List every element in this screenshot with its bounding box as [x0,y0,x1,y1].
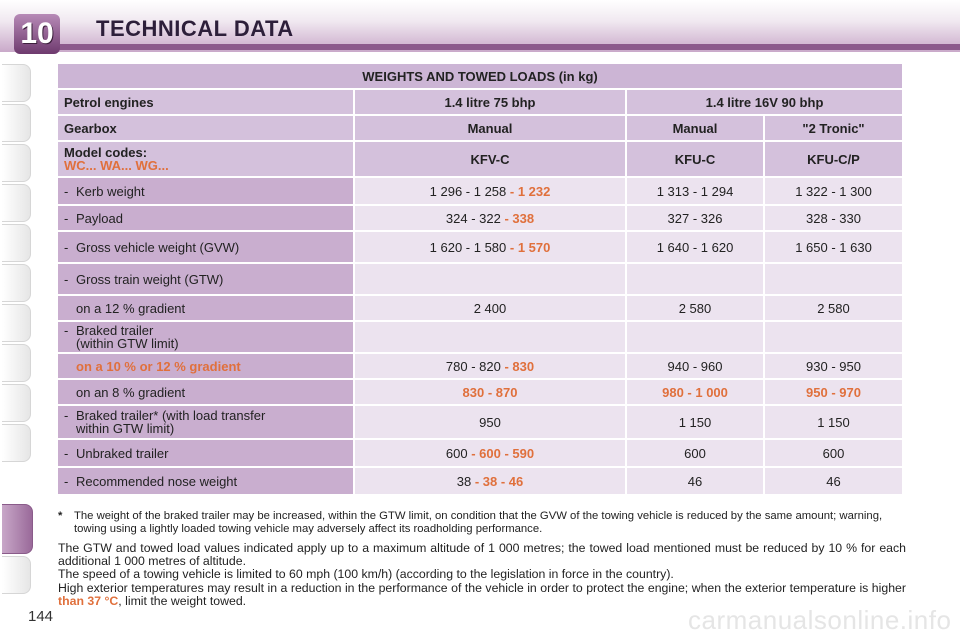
value: 780 - 820 [445,358,501,374]
value-cell [627,264,763,294]
model-1: KFV-C [355,142,625,176]
page-number: 144 [28,608,54,625]
value-cell [765,264,902,294]
row-label-text-2: within GTW limit) [76,421,175,436]
note-temp-text-end: , limit the weight towed. [118,593,247,608]
value-cell [765,406,902,438]
value-cell [627,468,763,494]
row-label-text: Gross vehicle weight (GVW) [76,239,240,255]
value-cell [627,206,763,230]
gearbox-label: Gearbox [58,116,353,140]
row-label [58,178,353,204]
value: 600 [445,445,468,461]
chapter-tab[interactable] [2,104,31,142]
table-row [58,354,902,378]
value-cell [627,380,763,404]
table-title-row [58,64,902,88]
value-highlight: 950 - 970 [806,384,861,400]
row-label-text: Kerb weight [76,183,145,199]
row-label-text: on a 12 % gradient [76,300,186,316]
row-label [58,468,353,494]
notes [58,542,906,608]
value: 327 - 326 [667,210,723,226]
page-title: TECHNICAL DATA [96,16,294,41]
value-cell [355,354,625,378]
row-label [58,264,353,294]
value-cell [765,440,902,466]
value-cell [765,178,902,204]
value-cell [765,468,902,494]
value-cell [355,178,625,204]
chapter-tabs [0,64,30,584]
gearbox-3: "2 Tronic" [765,116,902,140]
table-row [58,468,902,494]
table-row [58,406,902,438]
table-title: WEIGHTS AND TOWED LOADS (in kg) [58,64,902,88]
value-highlight: - 1 570 [506,239,551,255]
value: 1 620 - 1 580 [429,239,507,255]
table-row [58,322,902,352]
value-highlight: 980 - 1 000 [662,384,728,400]
row-dash: - [64,183,69,199]
value-cell [765,354,902,378]
row-dash: - [64,271,69,287]
value-highlight: - 38 - 46 [471,473,524,489]
chapter-tab-active[interactable] [2,504,33,554]
value: 1 650 - 1 630 [795,239,872,255]
table-row [58,232,902,262]
value-cell [627,354,763,378]
watermark: carmanualsonline.info [688,605,952,635]
value: 328 - 330 [806,210,861,226]
value-highlight: 830 - 870 [462,384,518,400]
chapter-badge: 10 [14,14,60,54]
chapter-tab[interactable] [2,304,31,342]
row-label-text: Gross train weight (GTW) [76,271,224,287]
table-row [58,296,902,320]
footnote [58,510,906,536]
row-dash: - [64,408,69,423]
value-cell [627,322,763,352]
value-cell [627,178,763,204]
value-cell [355,380,625,404]
value: 46 [687,473,703,489]
value-cell [765,296,902,320]
row-label-text: Unbraked trailer [76,445,169,461]
value-highlight: - 338 [500,210,535,226]
value: 1 150 [678,414,712,430]
model-label: Model codes: [64,145,148,160]
row-label [58,380,353,404]
row-label [58,206,353,230]
value: 2 400 [473,300,507,316]
value: 324 - 322 [445,210,501,226]
engine-1: 1.4 litre 75 bhp [355,90,625,114]
note-altitude: The GTW and towed load values indicated apply up to a maximum altitude of 1 000 metres; the towed load mentioned must be reduced by 10 % for each additional 1 000 metres of altitude. [58,541,906,569]
value-highlight: - 1 232 [506,183,551,199]
row-label-text: Payload [76,210,123,226]
gearbox-row [58,116,902,140]
footnote-text: The weight of the braked trailer may be increased, within the GTW limit, on condition that the GVW of the towing vehicle is reduced by the same amount; warning, towing using a lightly loaded towing vehicle may adversely affect its roadholding performance. [74,510,883,535]
row-label [58,406,353,438]
row-dash: - [64,239,69,255]
value-cell [627,406,763,438]
value-cell [355,232,625,262]
table-row [58,206,902,230]
table-row [58,440,902,466]
model-row [58,142,902,176]
chapter-tab[interactable] [2,384,31,422]
row-label [58,322,353,352]
chapter-tab[interactable] [2,184,31,222]
chapter-tab[interactable] [2,556,31,594]
row-label-text: Braked trailer [76,323,154,338]
value-cell [355,322,625,352]
value: 2 580 [817,300,850,316]
row-label-text-2: (within GTW limit) [76,336,179,351]
model-2: KFU-C [627,142,763,176]
row-label [58,232,353,262]
value: 930 - 950 [806,358,861,374]
row-label-text: on a 10 % or 12 % gradient [76,358,241,374]
value-cell [765,206,902,230]
value: 600 [684,445,706,461]
chapter-tab[interactable] [2,144,31,182]
note-temp-text: High exterior temperatures may result in a reduction in the performance of the vehicle in order to protect the engine; when the exterior temperature is higher [58,580,906,595]
value: 1 150 [817,414,850,430]
engine-row [58,90,902,114]
model-sub: WC... WA... WG... [64,158,169,173]
gearbox-1: Manual [355,116,625,140]
model-3: KFU-C/P [765,142,902,176]
value-cell [355,264,625,294]
value-cell [765,322,902,352]
value: 950 [479,414,501,430]
row-dash: - [64,473,69,489]
value: 1 296 - 1 258 [429,183,507,199]
value-cell [627,232,763,262]
chapter-tab[interactable] [2,424,31,462]
table-row [58,178,902,204]
value: 1 640 - 1 620 [656,239,734,255]
value: 2 580 [678,300,712,316]
value-cell [355,406,625,438]
chapter-tab[interactable] [2,224,31,262]
row-label [58,296,353,320]
chapter-tab[interactable] [2,264,31,302]
footnote-star: * [58,510,63,522]
value-cell [355,296,625,320]
chapter-tab[interactable] [2,64,31,102]
gearbox-2: Manual [627,116,763,140]
table-row [58,380,902,404]
value-highlight: - 830 [500,358,535,374]
row-label-text: Braked trailer* (with load transfer [76,408,266,423]
value: 1 322 - 1 300 [795,183,872,199]
table-row [58,264,902,294]
value-cell [765,232,902,262]
value-cell [765,380,902,404]
value-cell [627,296,763,320]
note-speed: The speed of a towing vehicle is limited to 60 mph (100 km/h) (according to the legislation in force in the country). [58,567,674,582]
chapter-tab[interactable] [2,344,31,382]
engines-label: Petrol engines [58,90,353,114]
value: 940 - 960 [667,358,723,374]
row-label-text: on an 8 % gradient [76,384,186,400]
engine-2: 1.4 litre 16V 90 bhp [627,90,902,114]
header-rule [40,44,960,50]
value-cell [355,440,625,466]
row-label [58,440,353,466]
value-cell [627,440,763,466]
value: 600 [822,445,845,461]
row-dash: - [64,210,69,226]
row-label [58,354,353,378]
weights-table [56,62,904,496]
row-label-text: Recommended nose weight [76,473,238,489]
value: 1 313 - 1 294 [656,183,734,199]
model-label-cell [58,142,353,176]
note-temp-highlight: than 37 °C [58,593,119,608]
value-cell [355,206,625,230]
value: 46 [826,473,841,489]
value-highlight: - 600 - 590 [467,445,535,461]
value-cell [355,468,625,494]
value: 38 [456,473,472,489]
row-dash: - [64,445,69,461]
row-dash: - [64,323,69,338]
